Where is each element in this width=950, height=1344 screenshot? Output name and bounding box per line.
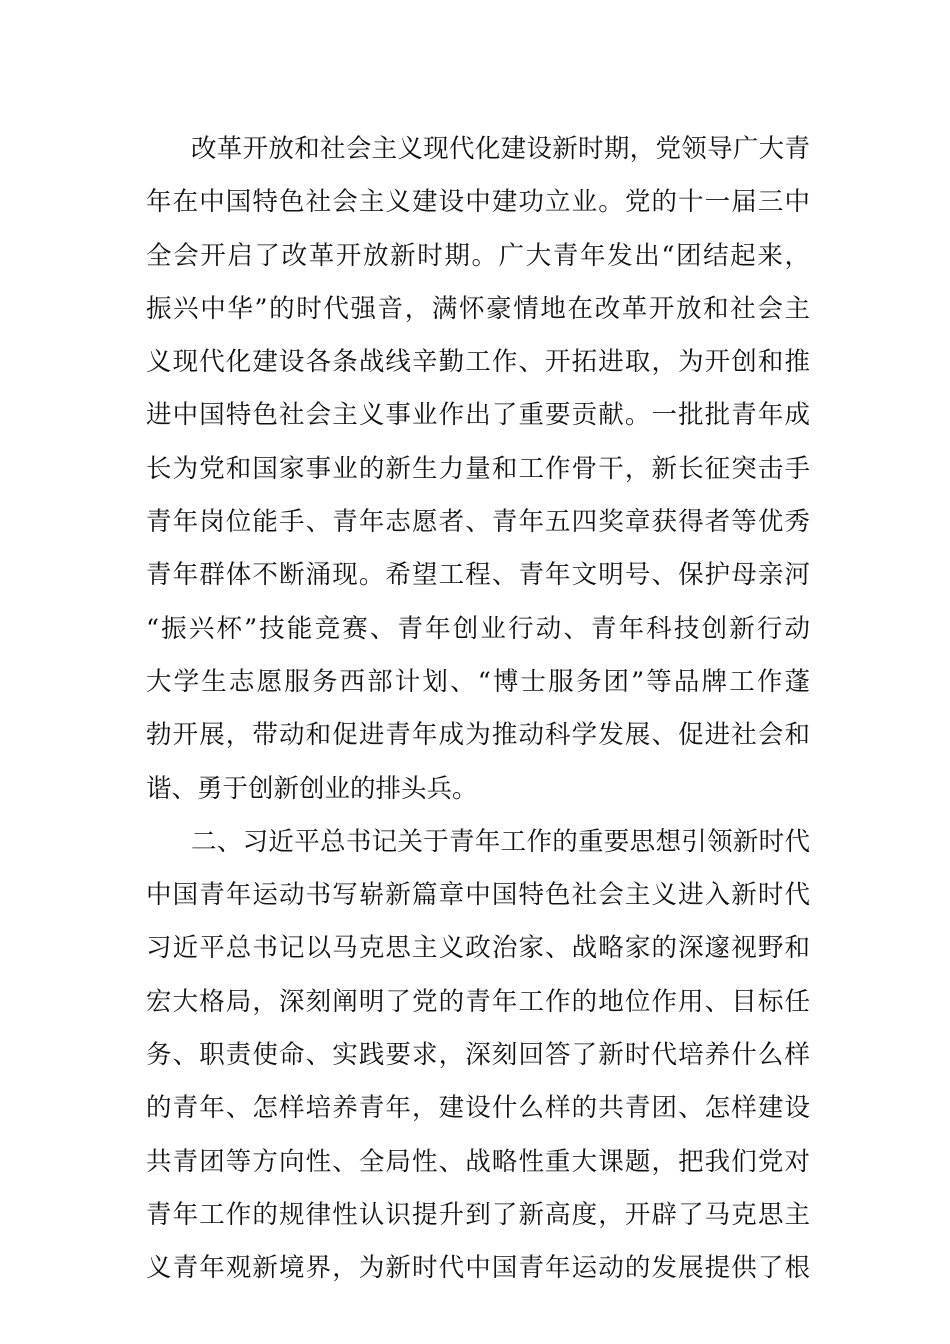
text-line: 全会开启了改革开放新时期。广大青年发出“团结起来， <box>146 240 810 271</box>
text-line: 二、习近平总书记关于青年工作的重要思想引领新时代 <box>191 826 810 857</box>
text-line: 务、职责使命、实践要求，深刻回答了新时代培养什么样 <box>146 1040 810 1071</box>
text-line: 谐、勇于创新创业的排头兵。 <box>146 773 478 804</box>
text-line: 共青团等方向性、全局性、战略性重大课题，把我们党对 <box>146 1146 810 1177</box>
text-line: 大学生志愿服务西部计划、“博士服务团”等品牌工作蓬 <box>146 666 810 697</box>
text-line: 义现代化建设各条战线辛勤工作、开拓进取，为开创和推 <box>146 347 810 378</box>
text-line: 习近平总书记以马克思主义政治家、战略家的深邃视野和 <box>146 933 810 964</box>
text-line: 长为党和国家事业的新生力量和工作骨干，新长征突击手 <box>146 453 810 484</box>
text-line: 年在中国特色社会主义建设中建功立业。党的十一届三中 <box>146 187 810 218</box>
text-line: 改革开放和社会主义现代化建设新时期，党领导广大青 <box>191 134 810 164</box>
text-line: 青年群体不断涌现。希望工程、青年文明号、保护母亲河 <box>146 560 810 591</box>
document-body <box>146 123 810 1296</box>
text-line: 进中国特色社会主义事业作出了重要贡献。一批批青年成 <box>146 400 810 431</box>
text-line: 宏大格局，深刻阐明了党的青年工作的地位作用、目标任 <box>146 986 810 1017</box>
text-line: 振兴中华”的时代强音，满怀豪情地在改革开放和社会主 <box>146 293 810 324</box>
text-line: 义青年观新境界，为新时代中国青年运动的发展提供了根 <box>146 1253 810 1284</box>
text-line: 勃开展，带动和促进青年成为推动科学发展、促进社会和 <box>146 720 810 751</box>
text-line: 青年岗位能手、青年志愿者、青年五四奖章获得者等优秀 <box>146 507 810 538</box>
text-line: “振兴杯”技能竞赛、青年创业行动、青年科技创新行动 <box>146 613 810 644</box>
text-line: 青年工作的规律性认识提升到了新高度，开辟了马克思主 <box>146 1199 810 1230</box>
text-line: 的青年、怎样培养青年，建设什么样的共青团、怎样建设 <box>146 1093 810 1124</box>
text-line: 中国青年运动书写崭新篇章中国特色社会主义进入新时代 <box>146 880 810 911</box>
